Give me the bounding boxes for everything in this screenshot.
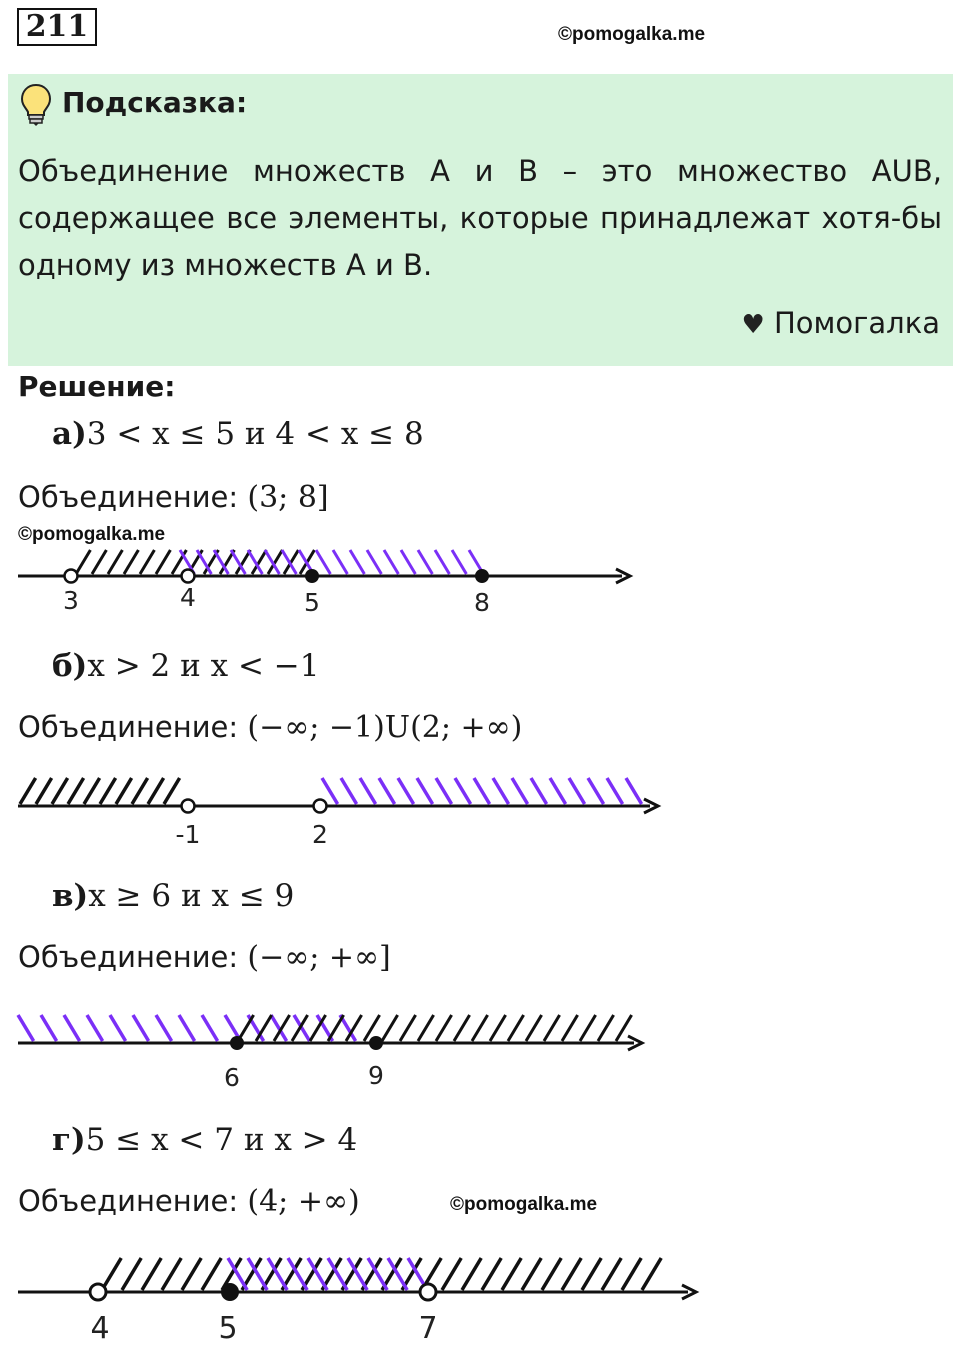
hatch-stroke — [580, 1015, 596, 1041]
tick-label: 2 — [312, 820, 328, 849]
hatch-stroke — [398, 778, 414, 804]
watermark-a: ©pomogalka.me — [18, 524, 166, 545]
hatch-stroke — [268, 550, 282, 574]
hatch-stroke — [400, 1015, 416, 1041]
hatch-stroke — [508, 1015, 524, 1041]
solution-title: Решение: — [18, 370, 176, 403]
hatch-stroke — [156, 1015, 172, 1041]
hatch-stroke — [512, 778, 528, 804]
part-v-text: x ≥ 6 и x ≤ 9 — [88, 878, 295, 914]
part-a-text: 3 < x ≤ 5 и 4 < x ≤ 8 — [86, 416, 424, 452]
tick-label: 9 — [368, 1061, 384, 1090]
hatch-stroke — [462, 1258, 481, 1290]
tick-label: 5 — [304, 588, 320, 617]
hatch-stroke — [493, 778, 509, 804]
part-b-text: x > 2 и x < −1 — [87, 648, 320, 684]
union-label: Объединение: — [18, 940, 239, 974]
hatch-stroke — [164, 778, 180, 804]
hatch-stroke — [328, 1015, 344, 1041]
part-g-union-value: (4; +∞) — [247, 1184, 360, 1219]
hatch-stroke — [202, 1258, 221, 1290]
hatch-stroke — [436, 778, 452, 804]
hatch-stroke — [256, 1015, 272, 1041]
hatch-stroke — [522, 1258, 541, 1290]
hatch-stroke — [294, 1015, 310, 1041]
hatch-stroke — [474, 778, 490, 804]
hatch-stroke — [132, 778, 148, 804]
hatch-stroke — [64, 1015, 80, 1041]
hatch-stroke — [642, 1258, 661, 1290]
hatch-stroke — [626, 778, 642, 804]
number-line-a — [18, 550, 630, 617]
part-b-letter: б) — [52, 648, 88, 684]
hatch-stroke — [435, 550, 449, 574]
union-label: Объединение: — [18, 1184, 239, 1218]
hatch-stroke — [197, 550, 211, 574]
watermark-top: ©pomogalka.me — [558, 24, 706, 45]
hatch-stroke — [384, 550, 398, 574]
hatch-stroke — [133, 1015, 149, 1041]
hatch-stroke — [341, 778, 357, 804]
hatch-stroke — [582, 1258, 601, 1290]
point-open-4 — [90, 1284, 106, 1300]
tick-label: 8 — [474, 588, 490, 617]
hatch-stroke — [502, 1258, 521, 1290]
tick-label: 4 — [90, 1311, 110, 1346]
part-v-union-value: (−∞; +∞] — [247, 940, 391, 975]
hatch-stroke — [542, 1258, 561, 1290]
hatch-stroke — [182, 1258, 201, 1290]
union-label: Объединение: — [18, 710, 239, 744]
point-closed-9 — [369, 1036, 383, 1050]
hatch-stroke — [142, 1258, 161, 1290]
part-v-letter: в) — [52, 878, 89, 914]
hatch-stroke — [76, 550, 90, 574]
hatch-stroke — [271, 1015, 287, 1041]
hatch-stroke — [490, 1015, 506, 1041]
hatch-stroke — [284, 550, 298, 574]
hatch-stroke — [87, 1015, 103, 1041]
hatch-stroke — [598, 1015, 614, 1041]
number-line-v — [18, 1015, 642, 1092]
tick-label: 5 — [218, 1311, 238, 1346]
hatch-stroke — [417, 778, 433, 804]
hatch-stroke — [18, 1015, 34, 1041]
hatch-stroke — [379, 778, 395, 804]
hatch-stroke — [562, 1015, 578, 1041]
tick-label: 4 — [180, 583, 196, 612]
hatch-stroke — [92, 550, 106, 574]
hatch-stroke — [148, 778, 164, 804]
point-open-4 — [182, 570, 195, 583]
point-open-2 — [314, 800, 327, 813]
point-open-minus1 — [182, 800, 195, 813]
hatch-stroke — [401, 550, 415, 574]
part-a-letter: а) — [52, 416, 87, 452]
task-number: 211 — [17, 8, 97, 46]
hatch-stroke — [20, 778, 36, 804]
hatch-stroke — [41, 1015, 57, 1041]
hint-line-2: содержащее все элементы, которые принадлежат хотя-бы — [18, 201, 942, 235]
hatch-stroke — [360, 778, 376, 804]
tick-label: -1 — [175, 820, 201, 849]
hatch-stroke — [110, 1015, 126, 1041]
hatch-stroke — [116, 778, 132, 804]
watermark-g: ©pomogalka.me — [450, 1194, 598, 1215]
hatch-stroke — [36, 778, 52, 804]
hatch-stroke — [102, 1258, 121, 1290]
hatch-stroke — [68, 778, 84, 804]
point-closed-8 — [475, 569, 489, 583]
hatch-stroke — [140, 550, 154, 574]
hatch-stroke — [442, 1258, 461, 1290]
hatch-stroke — [562, 1258, 581, 1290]
hatch-stroke — [622, 1258, 641, 1290]
point-closed-5 — [305, 569, 319, 583]
hatch-stroke — [333, 550, 347, 574]
heart-icon: ♥ — [741, 310, 765, 340]
hatch-stroke — [602, 1258, 621, 1290]
hatch-stroke — [274, 1015, 290, 1041]
point-open-3 — [65, 570, 78, 583]
hatch-stroke — [84, 778, 100, 804]
hatch-stroke — [531, 778, 547, 804]
hatch-stroke — [162, 1258, 181, 1290]
point-closed-5 — [221, 1283, 239, 1301]
hint-line-3: одному из множеств A и B. — [18, 248, 433, 282]
signature-text: Помогалка — [774, 306, 940, 340]
hatch-stroke — [526, 1015, 542, 1041]
hatch-stroke — [202, 1015, 218, 1041]
hint-line-1: Объединение множеств A и B – это множество AUB, — [18, 154, 942, 188]
hatch-stroke — [607, 778, 623, 804]
hatch-stroke — [350, 550, 364, 574]
part-b-union-value: (−∞; −1)U(2; +∞) — [247, 710, 523, 745]
hatch-stroke — [418, 550, 432, 574]
number-line-g — [18, 1258, 696, 1346]
hatch-stroke — [452, 550, 466, 574]
tick-label: 3 — [63, 586, 79, 615]
hint-title: Подсказка: — [62, 86, 248, 119]
hatch-stroke — [482, 1258, 501, 1290]
hatch-stroke — [472, 1015, 488, 1041]
point-open-7 — [420, 1284, 436, 1300]
part-a-union-value: (3; 8] — [247, 480, 329, 515]
hatch-stroke — [122, 1258, 141, 1290]
hatch-stroke — [382, 1015, 398, 1041]
hatch-stroke — [436, 1015, 452, 1041]
hatch-stroke — [455, 778, 471, 804]
hatch-stroke — [282, 550, 296, 574]
hatch-stroke — [550, 778, 566, 804]
hatch-stroke — [588, 778, 604, 804]
union-label: Объединение: — [18, 480, 239, 514]
tick-label: 6 — [224, 1063, 240, 1092]
hatch-stroke — [367, 550, 381, 574]
hatch-stroke — [544, 1015, 560, 1041]
hatch-stroke — [100, 778, 116, 804]
part-g-text: 5 ≤ x < 7 и x > 4 — [85, 1122, 358, 1158]
number-line-b — [18, 778, 658, 849]
part-g-letter: г) — [52, 1122, 86, 1158]
hatch-stroke — [265, 550, 279, 574]
hatch-stroke — [316, 550, 330, 574]
hatch-stroke — [569, 778, 585, 804]
hatch-stroke — [156, 550, 170, 574]
tick-label: 7 — [418, 1311, 438, 1346]
hatch-stroke — [418, 1015, 434, 1041]
hatch-stroke — [108, 550, 122, 574]
hatch-stroke — [454, 1015, 470, 1041]
hatch-stroke — [52, 778, 68, 804]
point-closed-6 — [230, 1036, 244, 1050]
hatch-stroke — [124, 550, 138, 574]
hatch-stroke — [179, 1015, 195, 1041]
